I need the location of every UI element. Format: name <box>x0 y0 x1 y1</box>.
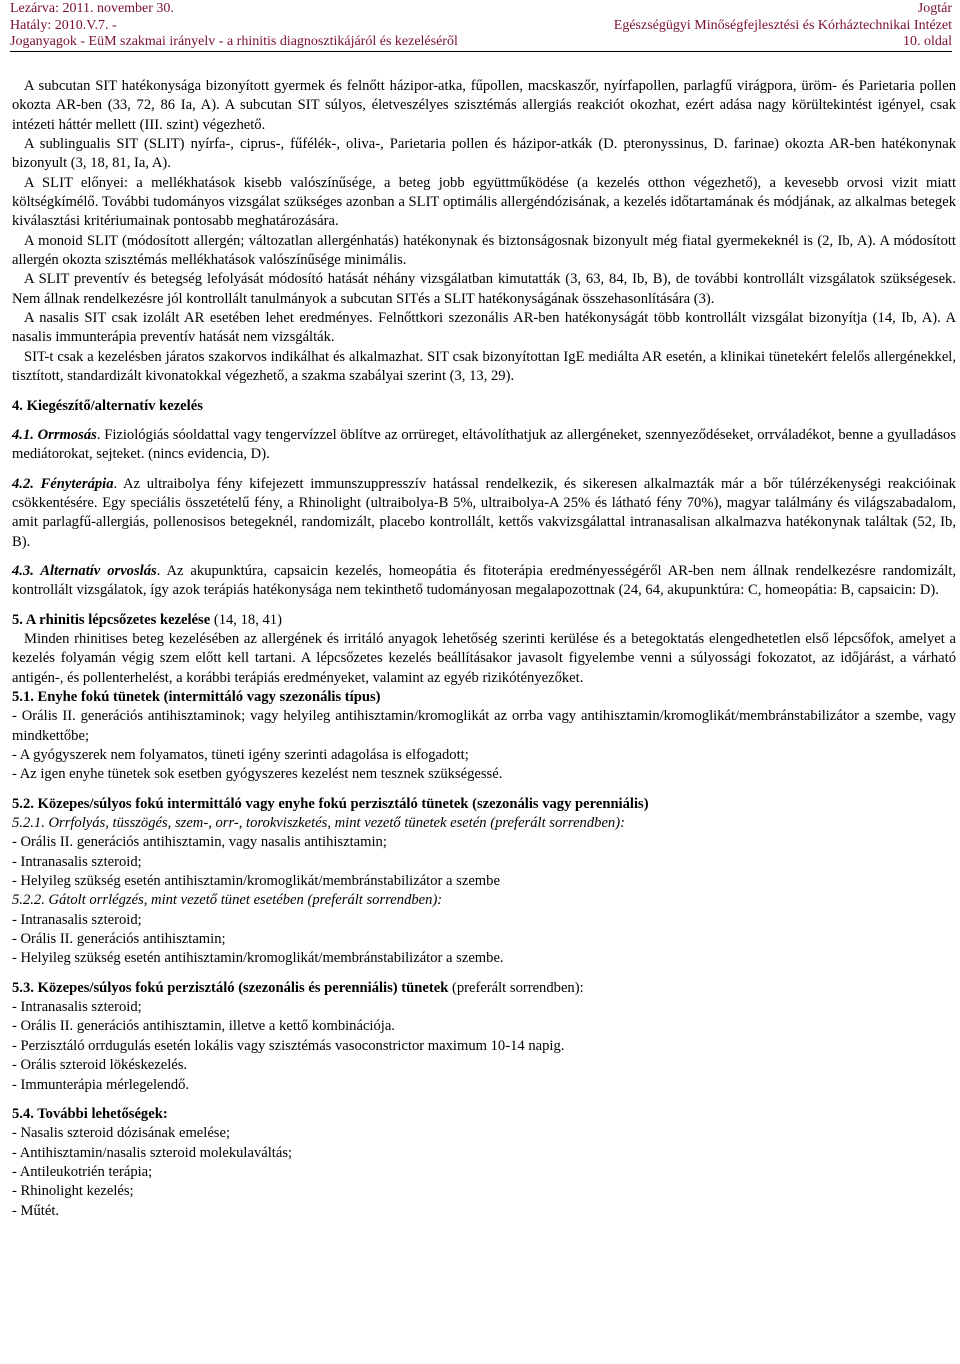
section-4-2-title: 4.2. Fényterápia <box>12 475 114 492</box>
publisher-name: Jogtár <box>917 1 952 16</box>
paragraph-monoid-slit: A monoid SLIT (módosított allergén; változatlan allergénhatás) hatékonynak és biztonságosnak bizonyult még fiatal gyermekeknél is (2, Ib, A). A módosított allergén okozta szisztémás mellékhatások valószínűsége minimális. <box>12 232 956 269</box>
paragraph-nasal-sit: A nasalis SIT csak izolált AR esetében lehet eredményes. Felnőttkori szezonális AR-ben hatékonyságát több kontrollált vizsgálat bizonyítja (14, Ib, A). A nasalis immunterápia preventív hatását nem vizsgálták. <box>12 310 956 346</box>
list-item: - Intranasalis szteroid; <box>12 911 142 928</box>
section-5-2-title: 5.2. Közepes/súlyos fokú intermittáló vagy enyhe fokú perzisztáló tünetek (szezonális vagy perenniális) <box>12 795 649 812</box>
header-right <box>614 1 952 51</box>
section-4-3-text: . Az akupunktúra, capsaicin kezelés, homeopátia és fitoterápia eredményességéről AR-ben nem állnak rendelkezésre randomizált, kontrollált vizsgálatok, így azok terápiás hatékonysága nem tekinthető tudományosan megalapozottnak (24, 64, akupunktúra: C, homeopátia: B, capsaicin: D). <box>12 562 956 599</box>
section-4-2 <box>12 475 956 552</box>
section-5-3-tail: (preferált sorrendben): <box>448 979 584 996</box>
section-4-heading: 4. Kiegészítő/alternatív kezelés <box>12 397 203 414</box>
section-5-heading <box>12 611 956 630</box>
section-5-1-list <box>12 707 956 784</box>
section-4-3 <box>12 562 956 601</box>
list-item: - Helyileg szükség esetén antihisztamin/kromoglikát/membránstabilizátor a szembe <box>12 873 500 890</box>
section-4-1-title: 4.1. Orrmosás <box>12 426 97 443</box>
list-item: - A gyógyszerek nem folyamatos, tüneti igény szerinti adagolása is elfogadott; <box>12 747 469 763</box>
section-4-2-text: . Az ultraibolya fény kifejezett immunszuppresszív hatással rendelkezik, és sikeresen alkalmazták már a bőr túlérzékenységi reakcióinak csökkentésére. Egy speciális összetételű fény, a Rhinolight (ultraibolya-B 5%, ultraibolya-A 25% és látható fény 70%), magyar találmány és világszabadalom, amit parlagfű-allergiás, pollenosisos betegeknél, randomizált, placebo kontrollált, kettős vakvizsgálattal intranasalisan alkalmazva hatékonynak találtak (52, Ib, B). <box>12 475 956 550</box>
effective-date: Hatály: 2010.V.7. - <box>10 17 117 33</box>
list-item: - Antihisztamin/nasalis szteroid molekulaváltás; <box>12 1144 293 1161</box>
paragraph-slit: A sublingualis SIT (SLIT) nyírfa-, ciprus-, fűfélék-, oliva-, Parietaria pollen és házipor-atkák (D. pteronyssinus, D. farinae) okozta AR-ben hatékonynak bizonyult (3, 18, 81, Ia, A). <box>12 136 956 172</box>
list-item: - Orális II. generációs antihisztaminok; vagy helyileg antihisztamin/kromoglikát az orrba vagy antihisztamin/kromoglikát/membránstabilizátor a szembe, vagy mindkettőbe; <box>12 708 956 744</box>
section-5-4-title: 5.4. További lehetőségek: <box>12 1105 168 1122</box>
list-item: - Immunterápia mérlegelendő. <box>12 1076 190 1093</box>
list-item: - Intranasalis szteroid; <box>12 999 142 1016</box>
section-5-3-list <box>12 998 956 1095</box>
paragraph-sit-indication: SIT-t csak a kezelésben járatos szakorvos indikálhat és alkalmazhat. SIT csak bizonyítottan IgE mediálta AR esetén, a klinikai tünetekért felelős allergénekkel, tisztított, standardizált kivonatokkal végezhető, a szakma szabályai szerint (3, 13, 29). <box>12 348 956 385</box>
list-item: - Műtét. <box>12 1202 60 1219</box>
section-4-1-text: . Fiziológiás sóoldattal vagy tengervízzel öblítve az orrüreget, eltávolíthatjuk az allergéneket, szennyeződéseket, orrváladékot, benne a gyulladásos mediátorokat, sejteket. (nincs evidencia, D). <box>12 426 956 463</box>
list-item: - Nasalis szteroid dózisának emelése; <box>12 1125 231 1142</box>
page-header <box>0 0 960 50</box>
list-item: - Orális II. generációs antihisztamin; <box>12 931 226 948</box>
list-item: - Rhinolight kezelés; <box>12 1183 134 1200</box>
institute-name: Egészségügyi Minőségfejlesztési és Kórháztechnikai Intézet <box>613 17 952 33</box>
paragraph-scit-efficacy: A subcutan SIT hatékonysága bizonyított gyermek és felnőtt házipor-atka, fűpollen, macskaszőr, nyírfapollen, parlagfű virágpora, üröm- és Parietaria pollen okozta AR-ben (33, 72, 86 Ia, A). A subcutan SIT súlyos, életveszélyes szisztémás allergiás reakciót okozhat, ezért adása nagy körültekintést igényel, csak intézeti háttér mellett (III. szint) végezhető. <box>12 78 956 133</box>
list-item: - Helyileg szükség esetén antihisztamin/kromoglikát/membránstabilizátor a szembe. <box>12 950 504 967</box>
section-5-1-title: 5.1. Enyhe fokú tünetek (intermittáló vagy szezonális típus) <box>12 688 381 705</box>
section-5-2-2-list <box>12 911 956 969</box>
section-5-title: 5. A rhinitis lépcsőzetes kezelése <box>12 611 211 628</box>
header-divider <box>10 51 952 52</box>
list-item: - Orális II. generációs antihisztamin, vagy nasalis antihisztamin; <box>12 834 387 851</box>
list-item: - Antileukotrién terápia; <box>12 1163 153 1180</box>
list-item: - Intranasalis szteroid; <box>12 853 142 870</box>
list-item: - Orális szteroid lökéskezelés. <box>12 1057 188 1074</box>
section-5-3-heading <box>12 979 956 998</box>
section-5-3-title: 5.3. Közepes/súlyos fokú perzisztáló (szezonális és perenniális) tünetek <box>12 979 449 996</box>
list-item: - Az igen enyhe tünetek sok esetben gyógyszeres kezelést nem tesznek szükségessé. <box>12 766 503 783</box>
closing-date: Lezárva: 2011. november 30. <box>10 1 174 16</box>
section-5-2-1-list <box>12 833 956 891</box>
section-4-3-title: 4.3. Alternatív orvoslás <box>12 562 157 579</box>
list-item: - Perzisztáló orrdugulás esetén lokális vagy szisztémás vasoconstrictor maximum 10-14 napig. <box>12 1037 565 1054</box>
section-5-4-list <box>12 1124 956 1221</box>
section-5-2-2-title: 5.2.2. Gátolt orrlégzés, mint vezető tünet esetében (preferált sorrendben): <box>12 892 443 909</box>
paragraph-slit-preventive: A SLIT preventív és betegség lefolyását módosító hatását néhány vizsgálatban kimutatták (3, 63, 84, Ib, B), de további kontrollált vizsgálatok szükségesek. Nem állnak rendelkezésre jól kontrollált tanulmányok a subcutan SITés a SLIT hatékonyságának összehasonlítására (3). <box>12 271 956 307</box>
page-number: 10. oldal <box>903 34 952 49</box>
paragraph-slit-advantages: A SLIT előnyei: a mellékhatások kisebb valószínűsége, a beteg jobb együttműködése (a kezelés otthon végezhető), a kevesebb orvosi vizit miatt költségkímélő. További tudományos vizsgálat szükséges azonban a SLIT optimális allergéndózisának, a kezelés időtartamának és módjának, az alkalmas betegek kiválasztási kritériumainak pontosabb meghatározására. <box>12 174 956 230</box>
section-5-text: Minden rhinitises beteg kezelésében az allergének és irritáló anyagok lehetőség szerinti kerülése és a betegoktatás elengedhetetlen első lépcsőfok, amelyet a kezelés folyamán végig szem előtt kell tartani. A lépcsőzetes kezelés beállításakor javasolt figyelembe venni a súlyossági fokozatot, az időjárást, a várható antigén-, és pollenterhelést, a korábbi terápiás eredményeket, valamint az egyéb rizikótényezőket. <box>12 630 956 686</box>
document-source: Joganyagok - EüM szakmai irányelv - a rhinitis diagnosztikájáról és kezeléséről <box>10 34 458 49</box>
section-5-2-1-title: 5.2.1. Orrfolyás, tüsszögés, szem-, orr-, torokviszketés, mint vezető tünetek esetén (preferált sorrendben): <box>12 815 625 832</box>
document-body <box>12 77 956 1221</box>
section-5-refs: (14, 18, 41) <box>210 611 282 628</box>
section-4-1 <box>12 426 956 465</box>
header-left <box>10 1 458 51</box>
list-item: - Orális II. generációs antihisztamin, illetve a kettő kombinációja. <box>12 1018 395 1035</box>
